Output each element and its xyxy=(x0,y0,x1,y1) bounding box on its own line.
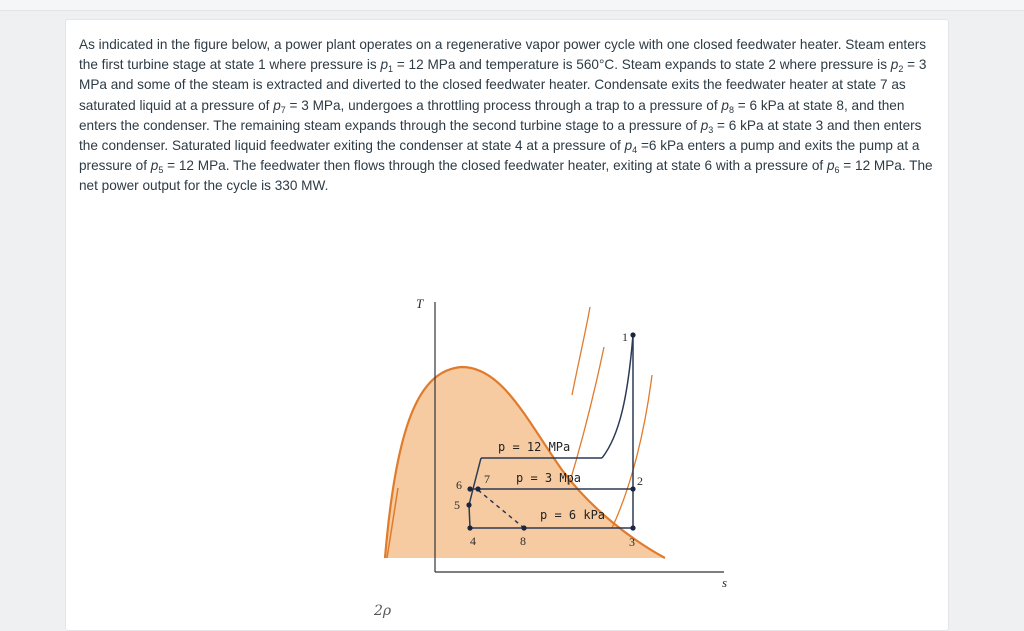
state-6-point xyxy=(467,486,472,491)
problem-statement: As indicated in the figure below, a power plant operates on a regenerative vapor power cycle with one closed feedwater heater. Steam enters the first turbine stage at state 1 where pressure is $p_1 = 12$ MPa and temperature is 560°C. Steam expands to state 2 where pressure is $p_2 = 3$ MPa and some of the steam is extracted and diverted to the closed feedwater heater. Condensate exits the feedwater heater at state 7 as saturated liquid at a pressure of $p_7 = 3$ MPa, undergoes a throttling process through a trap to a pressure of $p_8 = 6$ kPa at state 8, and then enters the condenser. The remaining steam expands through the second turbine stage to a pressure of $p_3 = 6$ kPa at state 3 and then enters the condenser. Saturated liquid feedwater exiting the condenser at state 4 at a pressure of $p_4 =6$ kPa enters a pump and exits the pump at a pressure of $p_5 = 12$ MPa. The feedwater then flows through the closed feedwater heater, exiting at state 6 with a pressure of $p_6 = 12$ MPa. The net power output for the cycle is 330 MW. xyxy=(79,37,933,194)
partial-handwritten-mark: 2ρ xyxy=(374,603,392,619)
isobar-low-superheat xyxy=(612,375,652,528)
pressure-12mpa-label: p = 12 MPa xyxy=(498,440,571,454)
state-5-label: 5 xyxy=(454,498,460,512)
pressure-6kpa-label: p = 6 kPa xyxy=(540,508,606,522)
state-8-label: 8 xyxy=(520,534,526,548)
liquid-4-5-line xyxy=(469,505,470,528)
state-6-label: 6 xyxy=(456,478,462,492)
top-bar xyxy=(0,0,1024,11)
state-2-label: 2 xyxy=(637,474,643,488)
state-4-label: 4 xyxy=(470,534,476,548)
state-7-point xyxy=(475,486,480,491)
state-7-label: 7 xyxy=(484,472,490,486)
state-3-point xyxy=(630,525,635,530)
question-card xyxy=(65,19,949,631)
state-3-label: 3 xyxy=(629,535,635,549)
t-axis-label: T xyxy=(416,296,424,311)
state-4-point xyxy=(467,525,472,530)
state-1-point xyxy=(630,332,635,337)
state-5-point xyxy=(466,502,471,507)
s-axis-label: s xyxy=(722,575,728,590)
state-1-label: 1 xyxy=(622,330,628,344)
state-2-point xyxy=(630,486,635,491)
superheat-to-1-line xyxy=(602,335,633,458)
isobar-high-superheat xyxy=(572,307,590,395)
ts-diagram xyxy=(352,275,728,590)
state-8-point xyxy=(521,525,526,530)
pressure-3mpa-label: p = 3 Mpa xyxy=(516,471,582,485)
isobar-mid-superheat xyxy=(569,347,604,485)
